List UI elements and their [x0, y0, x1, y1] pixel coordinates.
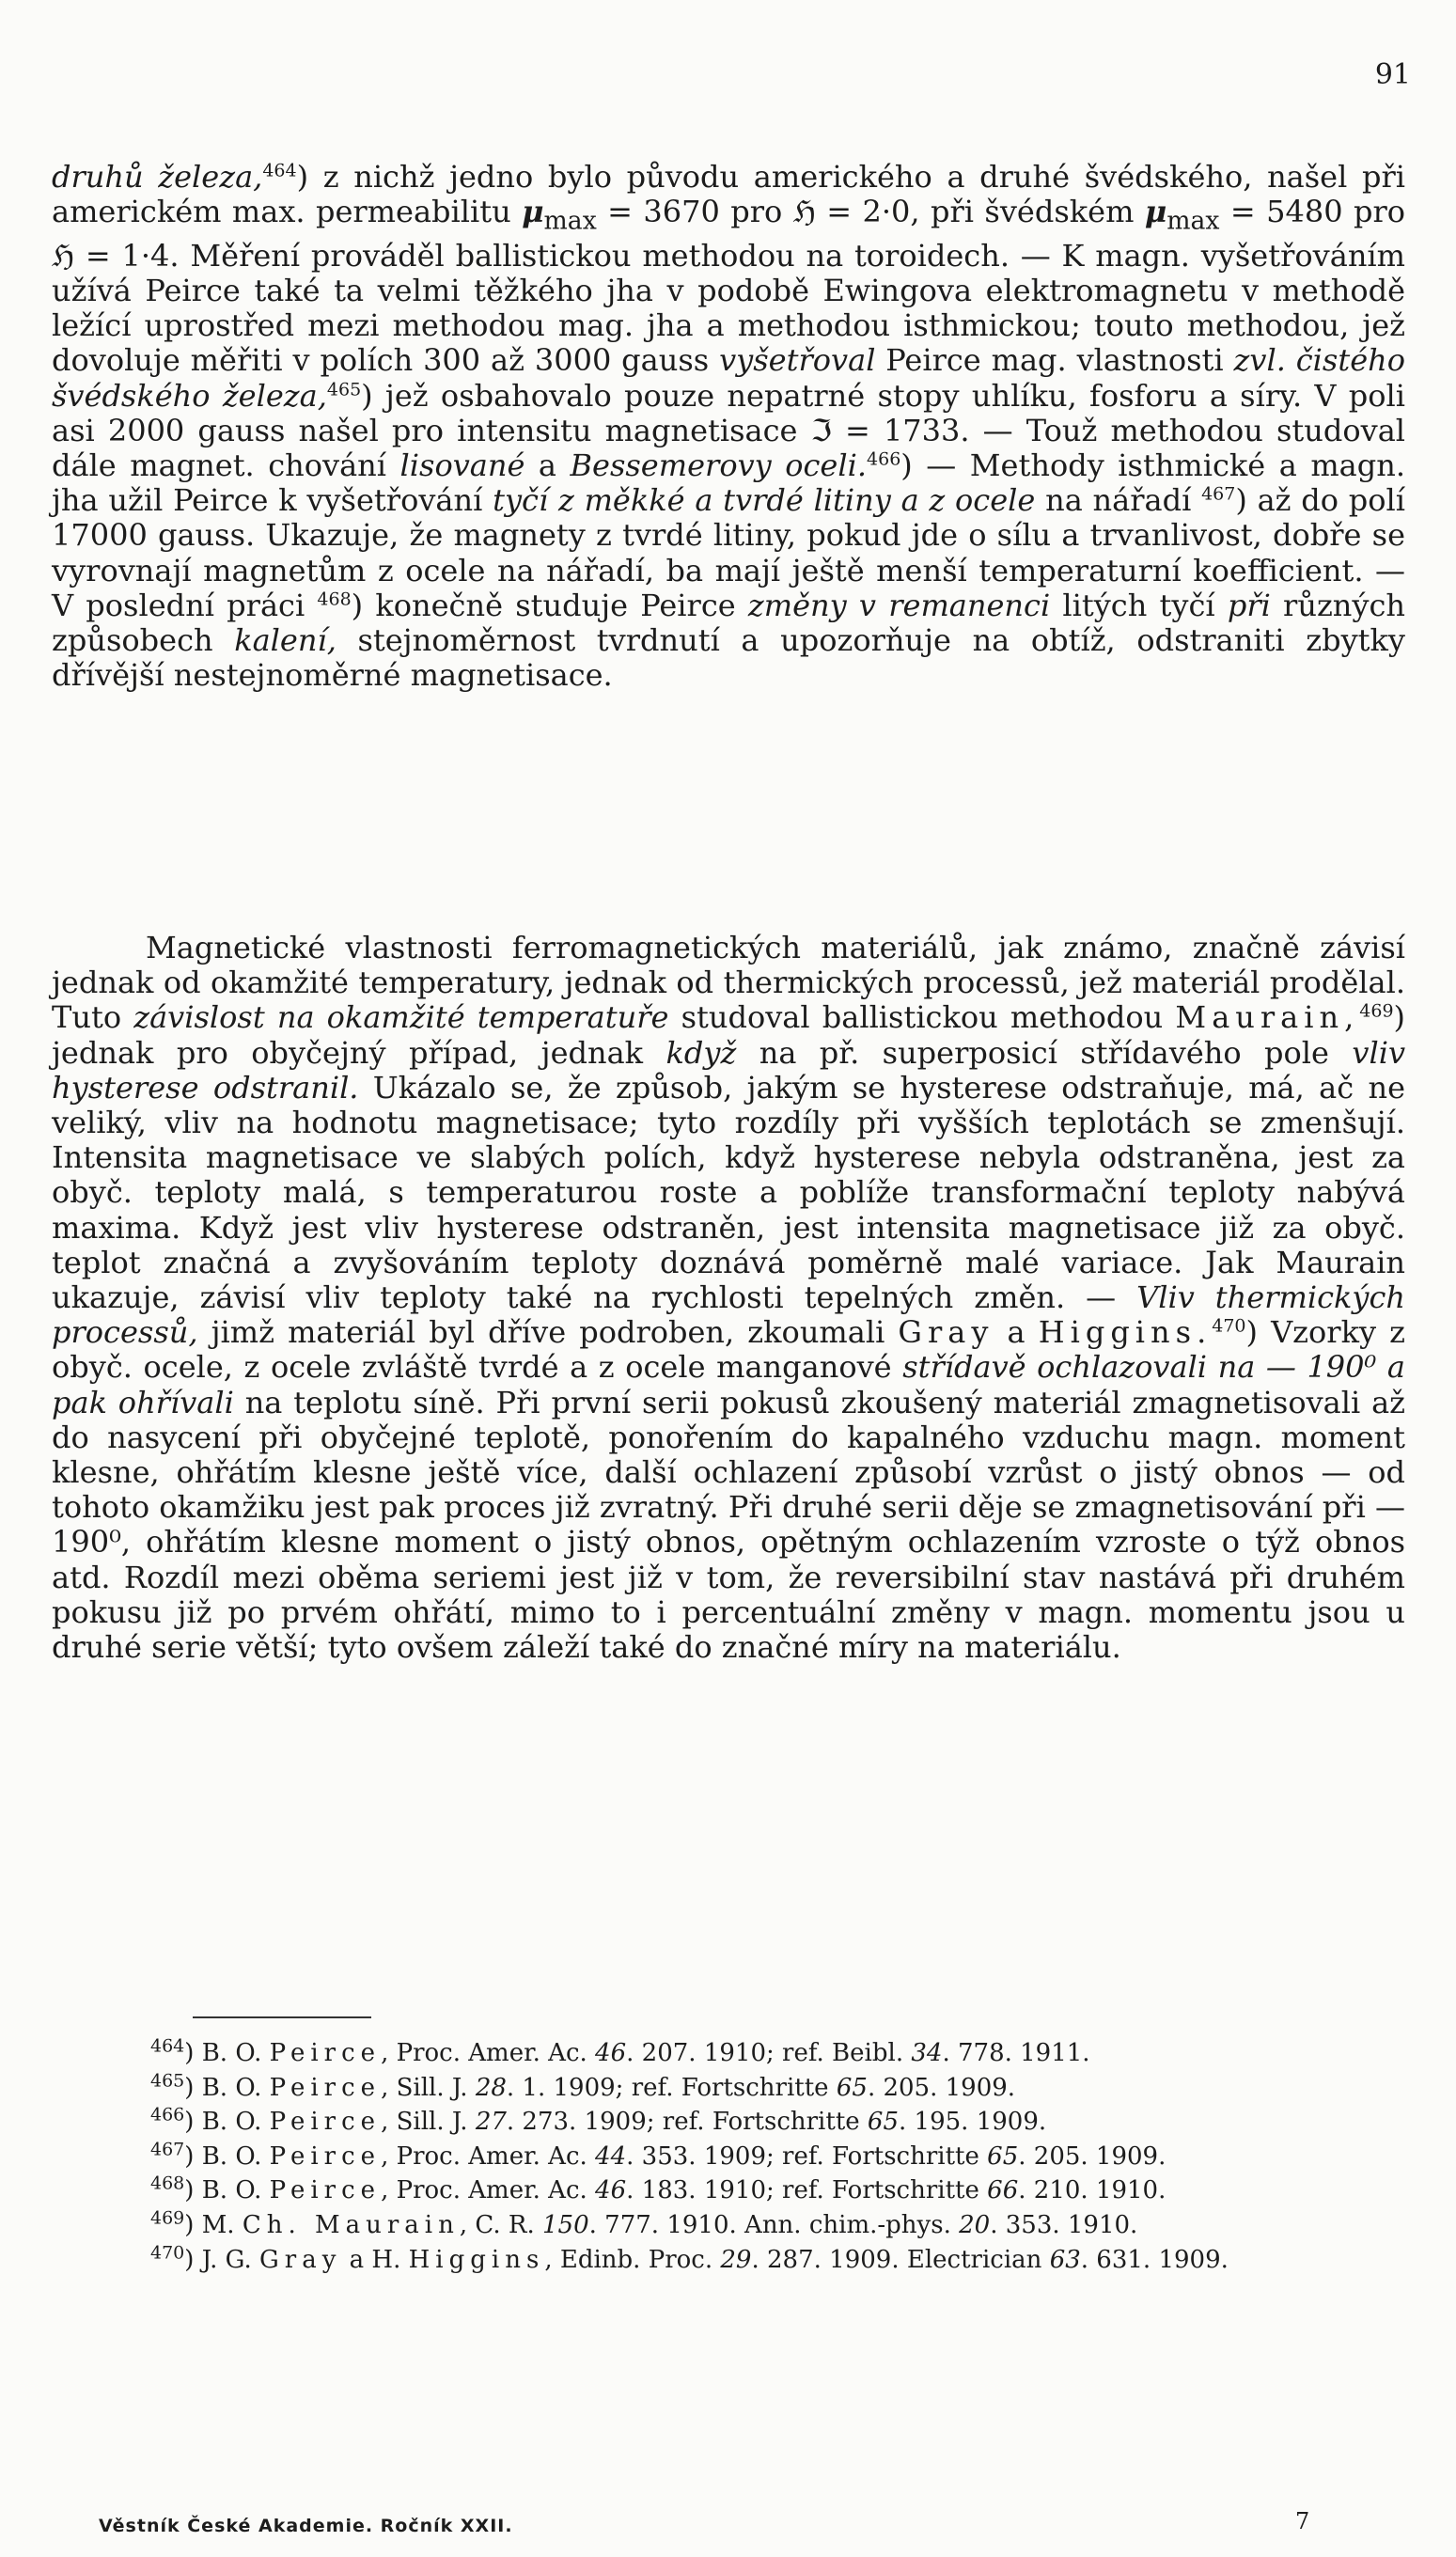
author-name: Gray — [259, 2245, 342, 2274]
text: různých způsobech — [52, 587, 1406, 659]
footnote-ref[interactable]: 469 — [1359, 1000, 1394, 1022]
footnote-number: 466 — [150, 2104, 185, 2126]
text: = 2·0, při švédském — [815, 194, 1145, 230]
text-em: při — [1227, 587, 1271, 623]
math-symbol: ℌ — [52, 237, 75, 274]
footnote-464: $^{464}$) B. O. Peirce, Proc. Amer. Ac. 46. 207. 1910; ref. Beibl. 34. 778. 1911. — [150, 2035, 1090, 2067]
text: . 287. 1909. Electrician — [751, 2245, 1050, 2274]
footnote-number: 469 — [150, 2207, 185, 2229]
footnote-number: 470 — [150, 2241, 185, 2263]
text: a — [994, 1314, 1039, 1351]
author-name: Higgins — [408, 2245, 545, 2274]
volume: 44 — [595, 2141, 627, 2171]
author-name: Peirce — [269, 2039, 382, 2067]
footnote-number: 464 — [150, 2035, 185, 2057]
text: . 353. 1910. — [990, 2210, 1138, 2239]
text-em: vliv hysterese odstranil. — [52, 1034, 1406, 1106]
signature-mark: 7 — [1295, 2508, 1310, 2534]
text: a H. — [341, 2245, 409, 2274]
text: Magnetické vlastnosti ferromagnetických materiálů, jak známo, značně závisí jednak od okamžité temperatury, jednak od thermických processů, jež materiál prodělal. Tuto — [52, 930, 1405, 1036]
text-em: změny v remanenci — [747, 587, 1051, 623]
text: B. O. — [201, 2073, 270, 2102]
text: = 5480 pro — [1219, 194, 1406, 230]
text: . 1. 1909; ref. Fortschritte — [506, 2073, 837, 2102]
text: , Proc. Amer. Ac. — [381, 2141, 596, 2171]
volume: 20 — [959, 2210, 991, 2239]
volume: 65 — [836, 2073, 868, 2102]
paragraph-1 — [52, 160, 1405, 693]
math-symbol: ℌ — [792, 194, 816, 230]
text: B. O. — [201, 2141, 270, 2171]
text: Ukázalo se, že způsob, jakým se hysterese odstraňuje, má, ač ne veliký, vliv na hodnotu magnetisace; tyto rozdíly při vyšších teplotách se zmenšují. Intensita magnetisace ve slabých polích, když hysterese nebyla odstraněna, jest za obyč. teploty malá, s temperaturou roste a poblíže transformační teploty nabývá maxima. Když jest vliv hysterese odstraněn, jest intensita magnetisace již za obyč. teplot značná a zvyšováním teploty doznává poměrně malé variace. Jak Maurain ukazuje, závisí vliv teploty také na rychlosti tepelných změn. — — [52, 1069, 1406, 1316]
footnote-separator — [193, 2016, 371, 2018]
text: . 273. 1909; ref. Fortschritte — [506, 2108, 868, 2137]
text: , Proc. Amer. Ac. — [381, 2039, 596, 2067]
author-name: Gray — [898, 1314, 994, 1351]
text: ) — Methody isthmické a magn. jha užil Peirce k vyšetřování — [52, 447, 1406, 519]
author-name: Peirce — [269, 2176, 382, 2205]
text: ) z nichž jedno bylo původu amerického a druhé švédského, našel při americkém max. permeabilitu — [52, 159, 1406, 230]
text: , Proc. Amer. Ac. — [381, 2176, 596, 2205]
text: ) Vzorky z obyč. ocele, z ocele zvláště tvrdé a z ocele manganové — [52, 1314, 1406, 1386]
text-em: Bessemerovy oceli. — [570, 447, 868, 484]
text: = 3670 pro — [596, 194, 793, 230]
text: ) konečně studuje Peirce — [351, 587, 748, 623]
text: na teplotu síně. Při první serii pokusů zkoušený materiál zmagnetisovali až do nasycení při obyčejné teplotě, ponořením do kapalného vzduchu magn. moment klesne, ohřátím klesne ještě více, další ochlazení způsobí vzrůst o jistý obnos — od tohoto okamžiku jest pak proces již zvratný. Při druhé serii děje se zmagnetisování při — 190⁰, ohřátím klesne moment o jistý obnos, opětným ochlazením vzroste o týž obnos atd. Rozdíl mezi oběma seriemi jest již v tom, že reversibilní stav nastává při druhém pokusu již po prvém ohřátí, mimo to i percentuální změny v magn. momentu jsou u druhé serie větší; tyto ovšem záleží také do značné míry na materiálu. — [52, 1384, 1406, 1666]
text-em: vyšetřoval — [719, 342, 876, 379]
text-em: kalení, — [234, 622, 337, 659]
footnote-ref[interactable]: 465 — [326, 378, 362, 400]
text: studoval ballistickou methodou — [668, 999, 1176, 1036]
footnote-ref[interactable]: 467 — [1201, 483, 1236, 505]
text: B. O. — [201, 2176, 270, 2205]
volume: 65 — [987, 2141, 1019, 2171]
volume: 65 — [867, 2108, 900, 2137]
footnote-468: $^{468}$) B. O. Peirce, Proc. Amer. Ac. 46. 183. 1910; ref. Fortschritte 66. 210. 1910. — [150, 2173, 1166, 2205]
text: J. G. — [201, 2245, 259, 2274]
text: . 778. 1911. — [942, 2039, 1090, 2067]
author-name: Peirce — [269, 2073, 382, 2102]
author-name: Peirce — [269, 2108, 382, 2137]
footnotes — [52, 2036, 1405, 2277]
text: . 205. 1909. — [1018, 2141, 1166, 2171]
text: a — [524, 447, 571, 484]
text: , C. R. — [459, 2210, 543, 2239]
footnote-467: $^{467}$) B. O. Peirce, Proc. Amer. Ac. 44. 353. 1909; ref. Fortschritte 65. 205. 1909. — [150, 2139, 1166, 2171]
text: Peirce mag. vlastnosti — [875, 342, 1234, 379]
text: . 205. 1909. — [867, 2073, 1016, 2102]
text: . 353. 1909; ref. Fortschritte — [626, 2141, 988, 2171]
volume: 46 — [595, 2039, 627, 2067]
text: B. O. — [201, 2108, 270, 2137]
journal-footer: Věstník České Akademie. Ročník XXII. — [99, 2516, 513, 2536]
volume: 28 — [475, 2073, 507, 2102]
author-name: Higgins. — [1038, 1314, 1213, 1351]
paragraph-2 — [52, 931, 1405, 1665]
text: = 1·4. Měření prováděl ballistickou methodou na toroidech. — K magn. vyšetřováním užívá Peirce také ta velmi těžkého jha v podobě Ewingova elektromagnetu v methodě ležící uprostřed mezi methodou mag. jha a methodou isthmickou; touto methodou, jež dovoluje měřiti v polích 300 až 3000 gauss — [52, 237, 1405, 379]
text: . 777. 1910. Ann. chim.-phys. — [588, 2210, 960, 2239]
text: , Sill. J. — [381, 2073, 476, 2102]
text: . 183. 1910; ref. Fortschritte — [626, 2176, 988, 2205]
text-em: když — [665, 1034, 737, 1071]
text: , Sill. J. — [381, 2108, 476, 2137]
text: stejnoměrnost tvrdnutí a upozorňuje na obtíž, odstraniti zbytky dřívější nestejnoměrné magnetisace. — [52, 622, 1406, 694]
author-name: Maurain, — [1175, 999, 1360, 1036]
volume: 27 — [475, 2108, 507, 2137]
volume: 29 — [720, 2245, 752, 2274]
math-symbol: μ — [1144, 194, 1167, 230]
text: jimž materiál byl dříve podroben, zkoumali — [197, 1314, 899, 1351]
text-em: lisované — [399, 447, 525, 484]
text-em: tyčí z měkké a tvrdé litiny a z ocele — [493, 482, 1036, 519]
volume: 150 — [542, 2210, 589, 2239]
math-symbol: ℑ — [810, 412, 832, 448]
volume: 63 — [1049, 2245, 1081, 2274]
text-em: závislost na okamžité temperatuře — [133, 999, 669, 1036]
footnote-470: $^{470}$) J. G. Gray a H. Higgins, Edinb. Proc. 29. 287. 1909. Electrician 63. 631. 1909. — [150, 2241, 1229, 2274]
text: ) jež osbahovalo pouze nepatrné stopy uhlíku, fosforu a síry. V poli asi 2000 gauss našel pro intensitu magnetisace — [52, 377, 1406, 448]
text: M. — [201, 2210, 243, 2239]
text: . 210. 1910. — [1018, 2176, 1166, 2205]
footnote-ref[interactable]: 466 — [867, 448, 901, 470]
math-symbol: μ — [522, 194, 544, 230]
footnote-469: $^{469}$) M. Ch. Maurain, C. R. 150. 777. 1910. Ann. chim.-phys. 20. 353. 1910. — [150, 2207, 1138, 2239]
footnote-number: 468 — [150, 2173, 185, 2194]
footnote-number: 465 — [150, 2069, 185, 2091]
volume: 46 — [595, 2176, 627, 2205]
text: na př. superposicí střídavého pole — [736, 1034, 1353, 1071]
subscript: max — [1166, 206, 1220, 236]
text: ) jednak pro obyčejný případ, jednak — [52, 999, 1406, 1071]
subscript: max — [543, 206, 597, 236]
footnote-465: $^{465}$) B. O. Peirce, Sill. J. 28. 1. 1909; ref. Fortschritte 65. 205. 1909. — [150, 2069, 1016, 2102]
author-name: Ch. Maurain — [242, 2210, 460, 2239]
text: . 207. 1910; ref. Beibl. — [626, 2039, 912, 2067]
footnote-ref[interactable]: 468 — [317, 588, 352, 610]
text-em: střídavě ochlazovali na — 190⁰ a pak ohřívali — [52, 1349, 1406, 1420]
text: . 195. 1909. — [899, 2108, 1047, 2137]
volume: 34 — [911, 2039, 943, 2067]
text-em: Vliv thermických processů, — [52, 1279, 1406, 1351]
author-name: Peirce — [269, 2141, 382, 2171]
page-number: 91 — [1374, 58, 1411, 91]
text: na nářadí — [1035, 482, 1202, 519]
volume: 66 — [987, 2176, 1019, 2205]
text-em: druhů železa, — [52, 159, 263, 195]
text: , Edinb. Proc. — [544, 2245, 721, 2274]
footnote-466: $^{466}$) B. O. Peirce, Sill. J. 27. 273. 1909; ref. Fortschritte 65. 195. 1909. — [150, 2104, 1047, 2137]
text: . 631. 1909. — [1080, 2245, 1229, 2274]
text-em: zvl. čistého švédského železa, — [52, 342, 1406, 414]
text: B. O. — [201, 2039, 270, 2067]
footnote-ref[interactable]: 464 — [262, 160, 297, 181]
text: = 1733. — Touž methodou studoval dále magnet. chování — [52, 412, 1406, 484]
footnote-ref[interactable]: 470 — [1212, 1315, 1246, 1337]
text: ) až do polí 17000 gauss. Ukazuje, že magnety z tvrdé litiny, pokud jde o sílu a trvanlivost, dobře se vyrovnají magnetům z ocele na nářadí, ba mají ještě menší temperaturní koefficient. — V poslední práci — [52, 482, 1406, 623]
footnote-number: 467 — [150, 2139, 185, 2160]
text: litých tyčí — [1050, 587, 1228, 623]
